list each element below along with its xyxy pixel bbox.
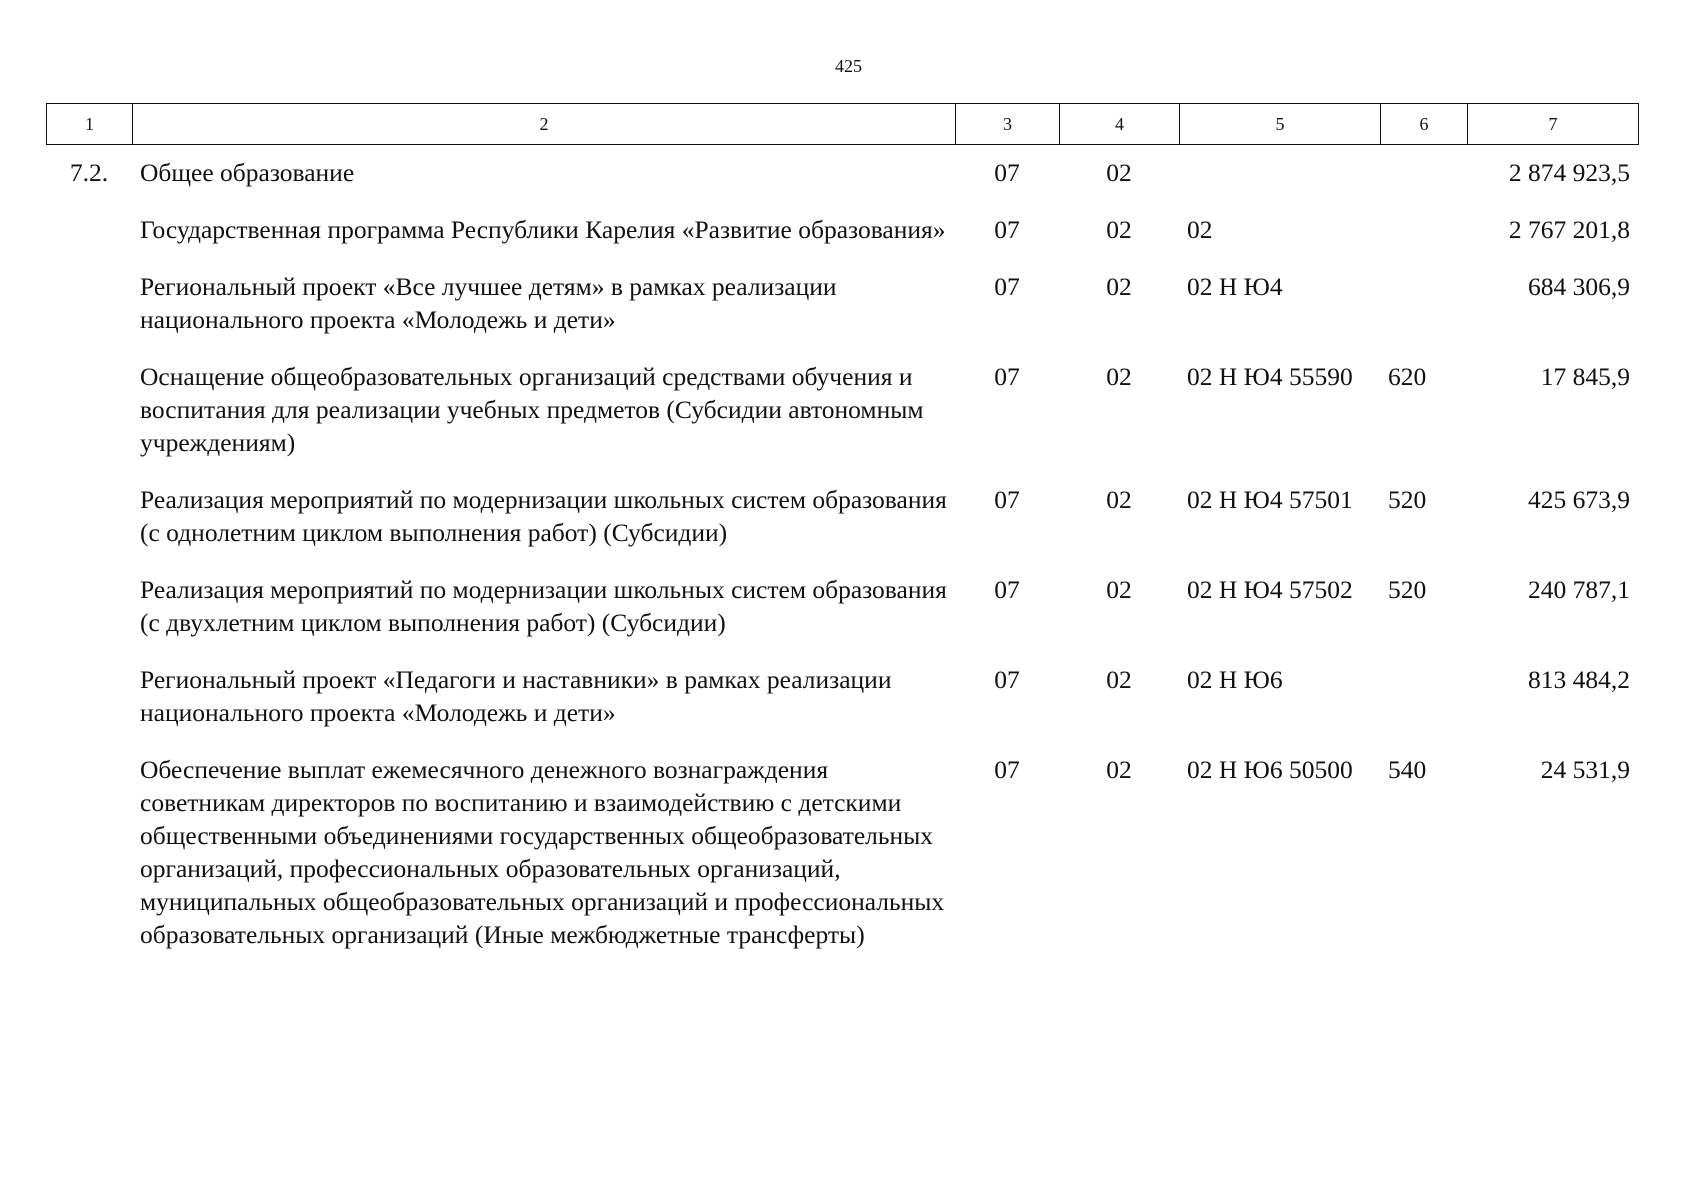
row-section-code: 07 xyxy=(994,665,1020,694)
row-amount: 813 484,2 xyxy=(1528,665,1630,694)
budget-table xyxy=(46,146,1638,965)
row-section-code: 07 xyxy=(994,215,1020,244)
row-number xyxy=(46,653,132,743)
row-section-code: 07 xyxy=(994,485,1020,514)
row-section-code: 07 xyxy=(994,158,1020,187)
row-expense-type xyxy=(1380,203,1467,260)
row-expense-type: 520 xyxy=(1388,485,1427,514)
row-target-article: 02 Н Ю4 55590 xyxy=(1187,362,1353,391)
row-number: 7.2. xyxy=(69,158,109,187)
row-number xyxy=(46,260,132,350)
column-header-6: 6 xyxy=(1381,104,1468,145)
row-target-article: 02 Н Ю6 xyxy=(1187,665,1283,694)
row-target-article: 02 Н Ю6 50500 xyxy=(1187,755,1353,784)
row-number xyxy=(46,350,132,473)
row-subsection-code: 02 xyxy=(1106,215,1132,244)
row-section-code: 07 xyxy=(994,272,1020,301)
row-subsection-code: 02 xyxy=(1106,665,1132,694)
row-number xyxy=(46,473,132,563)
row-name: Общее образование xyxy=(140,158,355,187)
row-subsection-code: 02 xyxy=(1106,755,1132,784)
row-name: Государственная программа Республики Карелия «Развитие образования» xyxy=(140,215,946,244)
row-target-article: 02 xyxy=(1187,215,1213,244)
row-expense-type: 540 xyxy=(1388,755,1427,784)
column-header-2: 2 xyxy=(133,104,956,145)
row-target-article xyxy=(1179,146,1380,203)
row-name: Региональный проект «Педагоги и наставники» в рамках реализации национального проекта «Молодежь и дети» xyxy=(140,665,892,727)
table-row xyxy=(46,473,1638,563)
row-subsection-code: 02 xyxy=(1106,272,1132,301)
row-section-code: 07 xyxy=(994,755,1020,784)
row-section-code: 07 xyxy=(994,575,1020,604)
table-row xyxy=(46,260,1638,350)
column-header-4: 4 xyxy=(1060,104,1180,145)
row-subsection-code: 02 xyxy=(1106,158,1132,187)
table-row xyxy=(46,146,1638,203)
column-header-5: 5 xyxy=(1180,104,1381,145)
row-amount: 17 845,9 xyxy=(1540,362,1630,391)
column-header-table xyxy=(46,103,1639,145)
row-name: Реализация мероприятий по модернизации школьных систем образования (с однолетним циклом выполнения работ) (Субсидии) xyxy=(140,485,947,547)
row-amount: 684 306,9 xyxy=(1528,272,1630,301)
row-expense-type: 620 xyxy=(1388,362,1427,391)
row-name: Региональный проект «Все лучшее детям» в рамках реализации национального проекта «Молодежь и дети» xyxy=(140,272,837,334)
row-expense-type xyxy=(1380,653,1467,743)
budget-table-body xyxy=(46,146,1638,965)
row-subsection-code: 02 xyxy=(1106,485,1132,514)
row-amount: 2 874 923,5 xyxy=(1508,158,1630,187)
row-amount: 24 531,9 xyxy=(1540,755,1630,784)
row-subsection-code: 02 xyxy=(1106,575,1132,604)
row-target-article: 02 Н Ю4 57501 xyxy=(1187,485,1353,514)
row-amount: 240 787,1 xyxy=(1528,575,1630,604)
row-name: Оснащение общеобразовательных организаций средствами обучения и воспитания для реализации учебных предметов (Субсидии автономным учреждениям) xyxy=(140,362,924,457)
row-subsection-code: 02 xyxy=(1106,362,1132,391)
table-row xyxy=(46,350,1638,473)
column-header-1: 1 xyxy=(47,104,133,145)
row-target-article: 02 Н Ю4 xyxy=(1187,272,1283,301)
row-section-code: 07 xyxy=(994,362,1020,391)
row-amount: 2 767 201,8 xyxy=(1508,215,1630,244)
row-name: Обеспечение выплат ежемесячного денежного вознаграждения советникам директоров по воспитанию и взаимодействию с детскими общественными объединениями государственных общеобразовательных организаций, профессиональных образовательных организаций, муниципальных общеобразовательных организаций и профессиональных образовательных организаций (Иные межбюджетные трансферты) xyxy=(140,755,945,949)
page-number: 425 xyxy=(835,56,862,76)
row-amount: 425 673,9 xyxy=(1528,485,1630,514)
row-number xyxy=(46,743,132,965)
row-number xyxy=(46,203,132,260)
table-row xyxy=(46,653,1638,743)
column-header-3: 3 xyxy=(956,104,1060,145)
column-header-7: 7 xyxy=(1468,104,1639,145)
table-row xyxy=(46,563,1638,653)
row-expense-type: 520 xyxy=(1388,575,1427,604)
table-row xyxy=(46,743,1638,965)
row-expense-type xyxy=(1380,260,1467,350)
row-name: Реализация мероприятий по модернизации школьных систем образования (с двухлетним циклом выполнения работ) (Субсидии) xyxy=(140,575,947,637)
column-header-row xyxy=(47,104,1639,145)
row-expense-type xyxy=(1380,146,1467,203)
row-number xyxy=(46,563,132,653)
row-target-article: 02 Н Ю4 57502 xyxy=(1187,575,1353,604)
table-row xyxy=(46,203,1638,260)
